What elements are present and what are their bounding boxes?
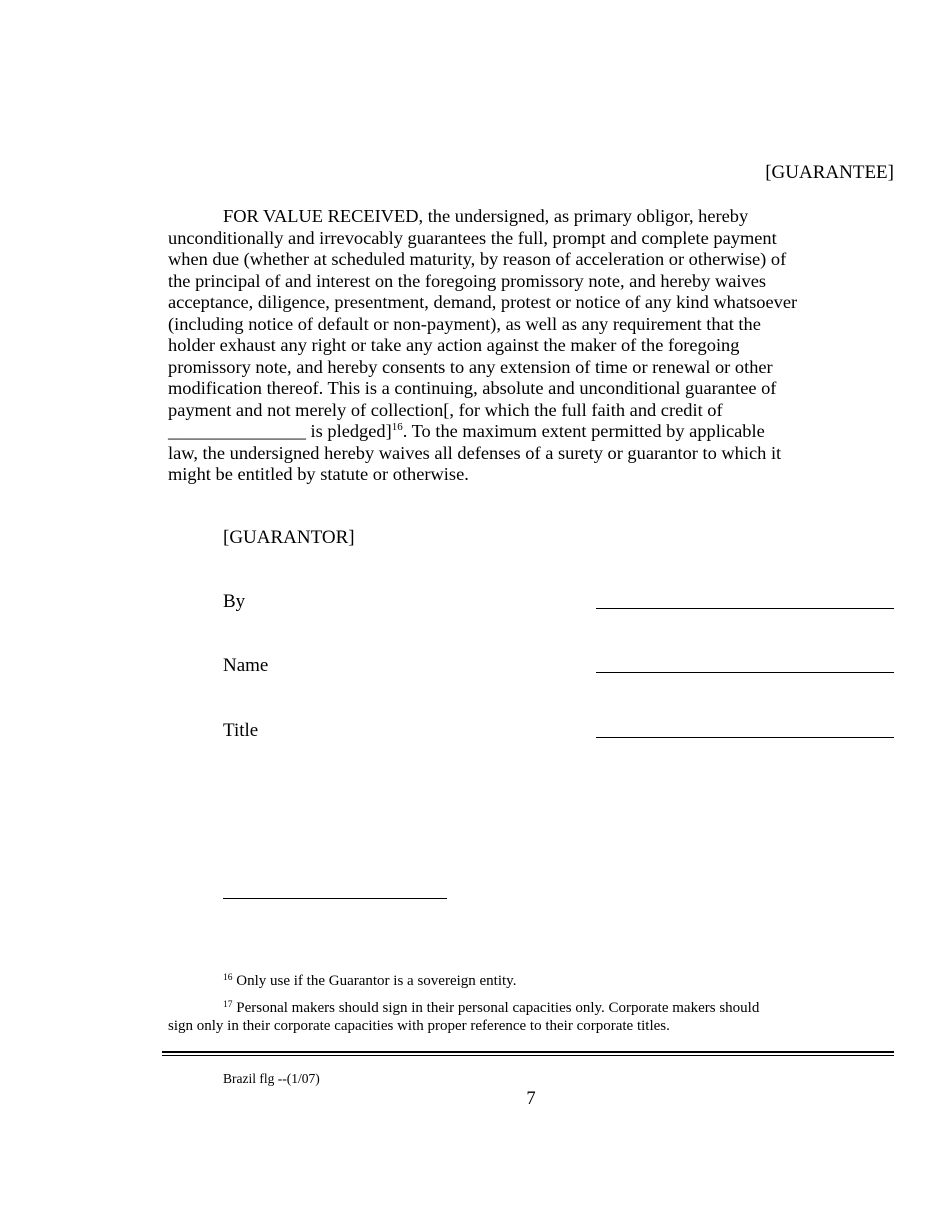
- body-line: modification thereof. This is a continuing, absolute and unconditional guarantee of: [168, 378, 777, 398]
- by-label: By: [223, 591, 246, 612]
- body-line: payment and not merely of collection[, for which the full faith and credit of: [168, 399, 723, 420]
- guarantor-label: [GUARANTOR]: [223, 527, 355, 548]
- footnote-number: 17: [223, 1000, 233, 1010]
- footnote-ref-16[interactable]: 16: [391, 421, 403, 433]
- body-line: when due (whether at scheduled maturity, by reason of acceleration or otherwise) of: [168, 249, 787, 269]
- body-line: holder exhaust any right or take any action against the maker of the foregoing: [168, 335, 740, 355]
- footnote-17-continuation: sign only in their corporate capacities with proper reference to their corporate titles.: [168, 1018, 670, 1034]
- body-line: the principal of and interest on the foregoing promissory note, and hereby waives: [168, 270, 767, 291]
- pledge-text-after: . To the maximum extent permitted by applicable: [402, 421, 765, 441]
- document-tag: Brazil flg --(1/07): [223, 1071, 320, 1086]
- body-line: (including notice of default or non-payment), as well as any requirement that the: [168, 313, 761, 334]
- footnote-separator: [223, 898, 447, 899]
- title-signature-line[interactable]: [596, 737, 894, 738]
- footnote-16: [223, 972, 516, 990]
- title-label: Title: [223, 720, 259, 741]
- footnote-17: [223, 999, 759, 1017]
- name-signature-line[interactable]: [596, 672, 894, 673]
- page-number: 7: [526, 1089, 536, 1109]
- footnote-text: Only use if the Guarantor is a sovereign entity.: [232, 973, 517, 989]
- footer-double-rule: [162, 1051, 894, 1056]
- guarantee-paragraph: [168, 206, 828, 486]
- footnote-number: 16: [223, 973, 233, 983]
- pledge-line: [168, 421, 828, 443]
- body-line: unconditionally and irrevocably guarantees the full, prompt and complete payment: [168, 227, 777, 248]
- footnote-text: Personal makers should sign in their personal capacities only. Corporate makers should: [232, 1000, 760, 1016]
- pledge-text: _______________ is pledged]: [168, 421, 392, 441]
- body-line: might be entitled by statute or otherwise.: [168, 464, 469, 484]
- body-line: acceptance, diligence, presentment, demand, protest or notice of any kind whatsoever: [168, 292, 798, 312]
- body-line: FOR VALUE RECEIVED, the undersigned, as primary obligor, hereby: [223, 206, 749, 226]
- body-line: promissory note, and hereby consents to any extension of time or renewal or other: [168, 356, 773, 377]
- section-heading: [GUARANTEE]: [765, 162, 894, 183]
- by-signature-line[interactable]: [596, 608, 894, 609]
- body-line: law, the undersigned hereby waives all defenses of a surety or guarantor to which it: [168, 442, 782, 463]
- name-label: Name: [223, 655, 269, 676]
